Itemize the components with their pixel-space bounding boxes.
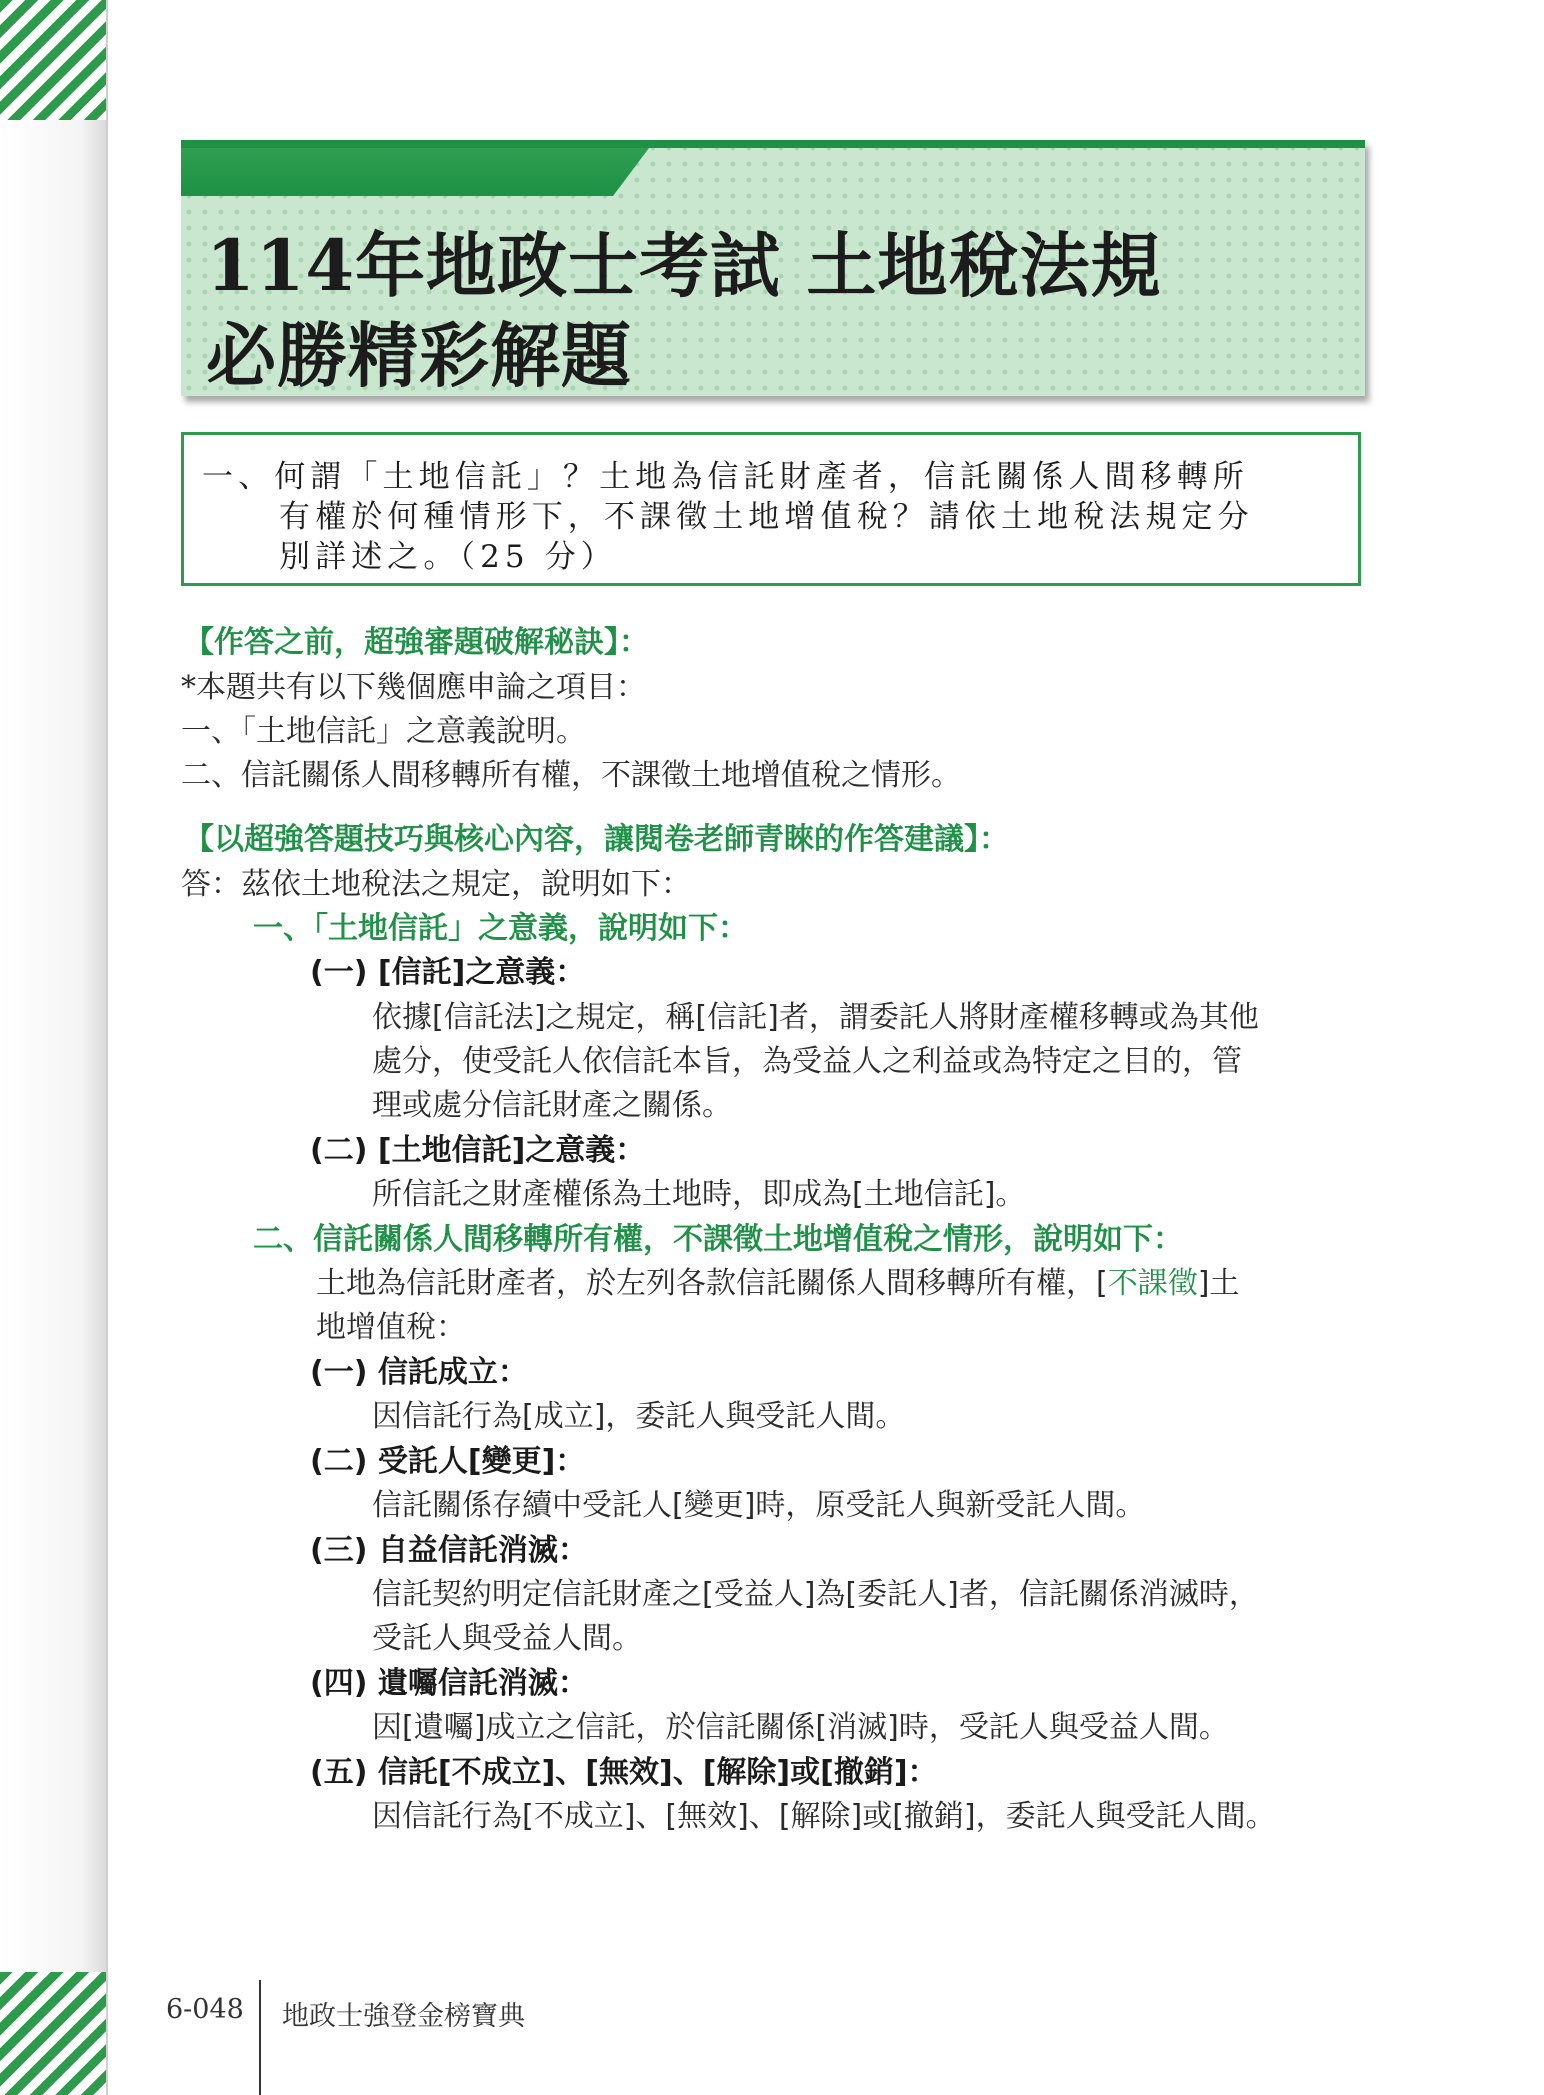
page-number: 6-048 — [166, 1994, 244, 2025]
question-line2: 有權於何種情形下，不課徵土地增值稅？請依土地稅法規定分 — [279, 499, 1254, 535]
before-answer-heading: 【作答之前，超強審題破解秘訣】： — [184, 625, 649, 660]
before-answer-item: 二、信託關係人間移轉所有權，不課徵土地增值稅之情形。 — [181, 758, 961, 793]
answer-lead: 答：茲依土地稅法之規定，說明如下： — [181, 867, 691, 902]
section2-item-line: 信託關係存續中受託人[變更]時，原受託人與新受託人間。 — [372, 1488, 1146, 1523]
section2-intro — [316, 1266, 1240, 1301]
title-banner — [181, 140, 1365, 396]
section2-item-line: 因[遺囑]成立之信託，於信託關係[消滅]時，受託人與受益人間。 — [372, 1710, 1229, 1745]
section1-sub1-title: (一) [信託]之意義： — [310, 955, 586, 990]
section1-sub1-line: 理或處分信託財產之關係。 — [372, 1088, 732, 1123]
question-box — [181, 432, 1361, 586]
section2-item-line: 受託人與受益人間。 — [372, 1621, 642, 1656]
section1-sub2-title: (二) [土地信託]之意義： — [310, 1133, 646, 1168]
section1-sub1-line: 處分，使受託人依信託本旨，為受益人之利益或為特定之目的，管 — [372, 1044, 1242, 1079]
section2-intro-post: ]土 — [1197, 1266, 1240, 1301]
book-title: 地政士強登金榜寶典 — [282, 2001, 525, 2032]
section2-item-line: 因信託行為[不成立]、[無效]、[解除]或[撤銷]，委託人與受託人間。 — [372, 1799, 1276, 1834]
section1-title: 一、「土地信託」之意義，說明如下： — [253, 911, 748, 946]
section1-sub2-line: 所信託之財產權係為土地時，即成為[土地信託]。 — [372, 1177, 1026, 1212]
section2-item-title: (一) 信託成立： — [310, 1355, 528, 1390]
section2-item-title: (三) 自益信託消滅： — [310, 1533, 588, 1568]
title-tab — [181, 148, 649, 196]
page-title-line1: 114年地政士考試 土地稅法規 — [206, 224, 1162, 307]
section2-item-line: 信託契約明定信託財產之[受益人]為[委託人]者，信託關係消滅時， — [372, 1577, 1259, 1612]
margin-line — [106, 0, 108, 2095]
section1-sub1-line: 依據[信託法]之規定，稱[信託]者，謂委託人將財產權移轉或為其他 — [372, 1000, 1259, 1035]
before-answer-intro: *本題共有以下幾個應申論之項目： — [181, 670, 646, 705]
question-line3: 別詳述之。（25 分） — [279, 539, 617, 575]
title-top-bar — [181, 140, 1365, 148]
section2-item-line: 因信託行為[成立]，委託人與受託人間。 — [372, 1399, 906, 1434]
question-line1: 一、何謂「土地信託」？土地為信託財產者，信託關係人間移轉所 — [202, 459, 1249, 495]
before-answer-item: 一、「土地信託」之意義說明。 — [181, 714, 586, 749]
margin-stripe-top — [0, 0, 108, 120]
section2-item-title: (四) 遺囑信託消滅： — [310, 1666, 588, 1701]
page-title-line2: 必勝精彩解題 — [206, 314, 632, 397]
section2-intro-line2: 地增值稅： — [316, 1310, 466, 1345]
section2-item-title: (五) 信託[不成立]、[無效]、[解除]或[撤銷]： — [310, 1755, 938, 1790]
answer-heading: 【以超強答題技巧與核心內容，讓閱卷老師青睞的作答建議】： — [184, 822, 1009, 857]
footer-divider — [259, 1980, 261, 2095]
margin-stripe-bottom — [0, 1972, 108, 2095]
margin-shade — [0, 120, 108, 1972]
section2-intro-pre: 土地為信託財產者，於左列各款信託關係人間移轉所有權，[ — [316, 1266, 1108, 1301]
section2-title: 二、信託關係人間移轉所有權，不課徵土地增值稅之情形，說明如下： — [253, 1222, 1183, 1257]
section2-item-title: (二) 受託人[變更]： — [310, 1444, 586, 1479]
section2-intro-highlight: 不課徵 — [1107, 1266, 1198, 1301]
